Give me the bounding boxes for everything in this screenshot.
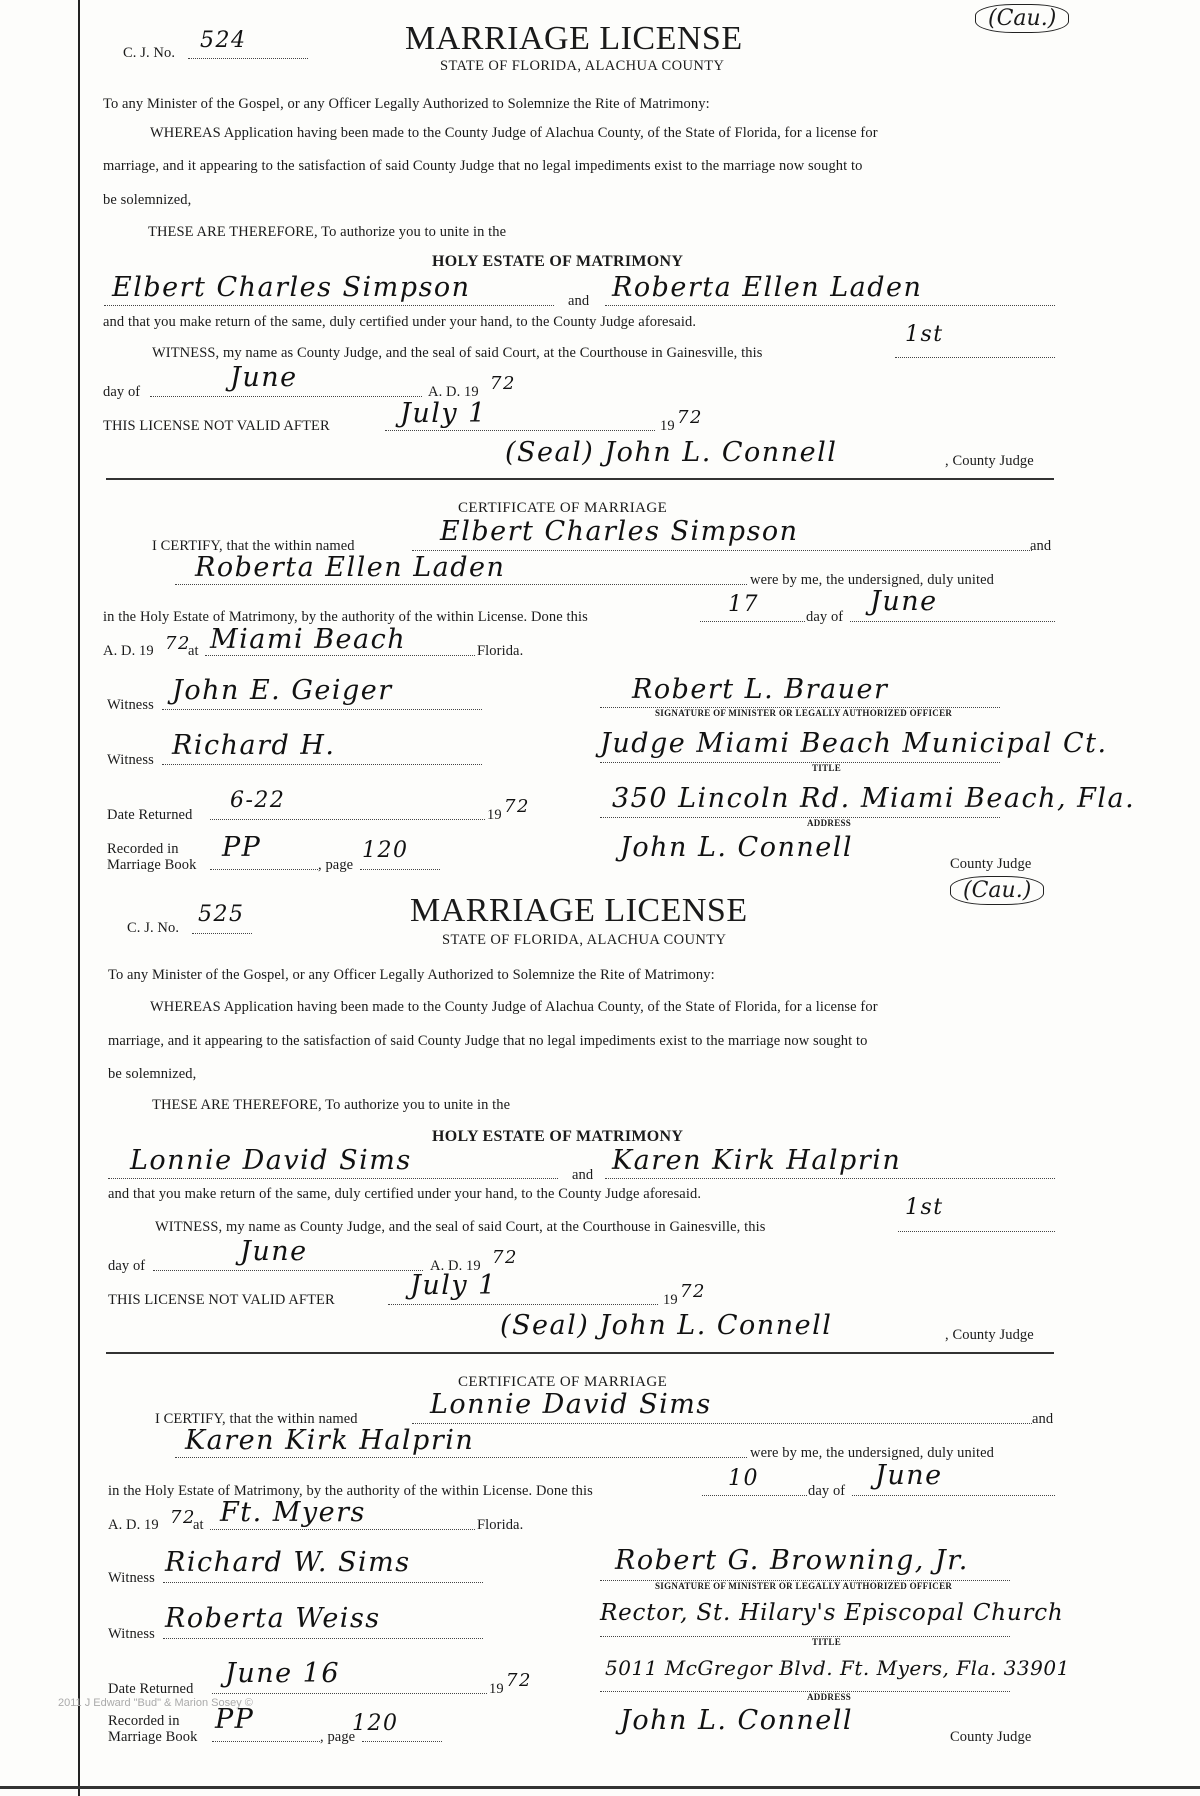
date-returned-label: Date Returned <box>108 1681 194 1697</box>
whereas-line-1: WHEREAS Application having been made to the County Judge of Alachua County, of the State of Florida, for a license for <box>150 125 878 141</box>
done-day: 17 <box>728 592 759 617</box>
place-dotline <box>210 1529 475 1530</box>
florida-label: Florida. <box>477 643 524 659</box>
i-certify-text: I CERTIFY, that the within named <box>152 538 355 554</box>
cert-groom-name: Lonnie David Sims <box>430 1389 712 1420</box>
book-dotline <box>210 869 318 870</box>
whereas-line-3: be solemnized, <box>103 192 192 208</box>
ad-year: 72 <box>490 373 516 394</box>
whereas-line-3: be solemnized, <box>108 1066 197 1082</box>
cj-dotline <box>192 933 252 934</box>
these-are-therefore: THESE ARE THEREFORE, To authorize you to unite in the <box>148 224 507 240</box>
place-dotline <box>205 655 475 656</box>
to-any-minister: To any Minister of the Gospel, or any Officer Legally Authorized to Solemnize the Rite of Matrimony: <box>103 96 710 112</box>
section-divider <box>106 478 1054 480</box>
title-caption: TITLE <box>812 763 842 773</box>
date-returned-label: Date Returned <box>107 807 193 823</box>
returned-year-prefix: 19 <box>487 807 502 823</box>
officer-address-dotline <box>600 817 1000 818</box>
witness-1-dotline <box>163 1582 483 1583</box>
witness-text: WITNESS, my name as County Judge, and the seal of said Court, at the Courthouse in Gainesville, this <box>152 345 763 361</box>
and-label: and <box>568 293 590 309</box>
witness-2-signature: Roberta Weiss <box>165 1603 381 1634</box>
officer-title-dotline <box>600 1636 1010 1637</box>
whereas-line-1: WHEREAS Application having been made to the County Judge of Alachua County, of the State of Florida, for a license for <box>150 999 878 1015</box>
day-of-label-2: day of <box>806 609 844 625</box>
groom-dotline <box>104 305 554 306</box>
cert-bride-name: Roberta Ellen Laden <box>195 552 506 583</box>
book-dotline <box>212 1741 320 1742</box>
done-year: 72 <box>165 633 191 654</box>
issue-day-dotline <box>898 1231 1055 1232</box>
county-judge-label: , County Judge <box>945 453 1034 469</box>
holy-estate-heading: HOLY ESTATE OF MATRIMONY <box>432 253 684 270</box>
marriage-place: Miami Beach <box>210 624 407 655</box>
groom-name: Elbert Charles Simpson <box>112 272 471 303</box>
cau-tag: (Cau.) <box>950 876 1044 905</box>
officer-caption: SIGNATURE OF MINISTER OR LEGALLY AUTHORIZED OFFICER <box>655 1581 953 1591</box>
issue-day: 1st <box>905 322 944 347</box>
book-value: PP <box>215 1704 255 1735</box>
ad-label: A. D. 19 <box>428 384 479 400</box>
done-month: June <box>870 586 938 617</box>
not-valid-after-label: THIS LICENSE NOT VALID AFTER <box>103 418 330 434</box>
cj-label: C. J. No. <box>123 45 176 61</box>
returned-year: 72 <box>506 1670 532 1691</box>
judge-signature: (Seal) John L. Connell <box>500 1310 833 1341</box>
done-day-dotline <box>702 1495 807 1496</box>
county-judge-label: , County Judge <box>945 1327 1034 1343</box>
ad-label-2: A. D. 19 <box>103 643 154 659</box>
date-returned-dotline <box>210 819 485 820</box>
i-certify-text: I CERTIFY, that the within named <box>155 1411 358 1427</box>
license-title: MARRIAGE LICENSE <box>405 20 743 57</box>
valid-year: 72 <box>680 1281 706 1302</box>
date-returned: June 16 <box>225 1658 341 1689</box>
officer-signature: Robert L. Brauer <box>632 674 889 705</box>
county-judge-label-2: County Judge <box>950 1729 1032 1745</box>
returned-year-prefix: 19 <box>489 1681 504 1697</box>
marriage-book-label: Marriage Book <box>108 1729 198 1745</box>
not-valid-after-label: THIS LICENSE NOT VALID AFTER <box>108 1292 335 1308</box>
address-caption: ADDRESS <box>807 818 852 828</box>
holy-estate-heading: HOLY ESTATE OF MATRIMONY <box>432 1128 684 1145</box>
cert-bride-dotline <box>175 584 747 585</box>
florida-label: Florida. <box>477 1517 524 1533</box>
these-are-therefore: THESE ARE THEREFORE, To authorize you to unite in the <box>152 1097 511 1113</box>
witness-label-2: Witness <box>107 752 154 768</box>
page-label: , page <box>320 1729 356 1745</box>
cj-dotline <box>188 58 308 59</box>
cert-groom-dotline <box>412 1423 1032 1424</box>
valid-year-prefix: 19 <box>663 1292 678 1308</box>
valid-until-dotline <box>385 430 655 431</box>
cau-tag: (Cau.) <box>975 4 1069 33</box>
witness-1-signature: John E. Geiger <box>172 675 393 706</box>
copyright-watermark: 2011 J Edward "Bud" & Marion Sosey © <box>58 1697 253 1709</box>
groom-name: Lonnie David Sims <box>130 1145 412 1176</box>
license-title: MARRIAGE LICENSE <box>410 892 748 929</box>
page-label: , page <box>318 857 354 873</box>
certificate-title: CERTIFICATE OF MARRIAGE <box>458 1374 668 1390</box>
page-dotline <box>360 869 440 870</box>
county-judge-label-2: County Judge <box>950 856 1032 872</box>
officer-address-dotline <box>600 1691 1010 1692</box>
officer-signature: Robert G. Browning, Jr. <box>615 1545 969 1576</box>
witness-label-1: Witness <box>108 1570 155 1586</box>
to-any-minister: To any Minister of the Gospel, or any Officer Legally Authorized to Solemnize the Rite of Matrimony: <box>108 967 715 983</box>
officer-address: 350 Lincoln Rd. Miami Beach, Fla. <box>612 783 1136 814</box>
returned-year: 72 <box>504 796 530 817</box>
page-bottom-edge <box>0 1786 1200 1789</box>
ad-label-2: A. D. 19 <box>108 1517 159 1533</box>
witness-2-signature: Richard H. <box>172 730 336 761</box>
cert-bride-name: Karen Kirk Halprin <box>185 1425 475 1456</box>
ad-year: 72 <box>492 1247 518 1268</box>
at-label: at <box>193 1517 204 1533</box>
witness-label-1: Witness <box>107 697 154 713</box>
witness-text: WITNESS, my name as County Judge, and the seal of said Court, at the Courthouse in Gainesville, this <box>155 1219 766 1235</box>
return-text: and that you make return of the same, duly certified under your hand, to the County Judge aforesaid. <box>103 314 697 330</box>
were-by-me-text: were by me, the undersigned, duly united <box>750 572 994 588</box>
bride-dotline <box>605 305 1055 306</box>
cert-groom-dotline <box>412 550 1032 551</box>
cj-number: 524 <box>200 28 247 53</box>
day-of-label: day of <box>103 384 141 400</box>
issue-month: June <box>240 1236 308 1267</box>
issue-day: 1st <box>905 1195 944 1220</box>
bride-name: Karen Kirk Halprin <box>612 1145 902 1176</box>
title-caption: TITLE <box>812 1637 842 1647</box>
valid-until: July 1 <box>400 398 487 429</box>
date-returned-dotline <box>212 1693 487 1694</box>
page-value: 120 <box>362 838 409 863</box>
witness-2-dotline <box>162 764 482 765</box>
marriage-book-label: Marriage Book <box>107 857 197 873</box>
officer-title: Rector, St. Hilary's Episcopal Church <box>600 1600 1064 1626</box>
done-month-dotline <box>850 621 1055 622</box>
book-value: PP <box>222 832 262 863</box>
page-value: 120 <box>352 1711 399 1736</box>
recorded-in-label: Recorded in <box>108 1713 180 1729</box>
and-label-2: and <box>1030 538 1052 554</box>
day-of-label-2: day of <box>808 1483 846 1499</box>
at-label: at <box>188 643 199 659</box>
certificate-title: CERTIFICATE OF MARRIAGE <box>458 500 668 516</box>
officer-caption: SIGNATURE OF MINISTER OR LEGALLY AUTHORIZED OFFICER <box>655 708 953 718</box>
cert-bride-dotline <box>175 1457 747 1458</box>
state-county: STATE OF FLORIDA, ALACHUA COUNTY <box>442 932 727 948</box>
issue-month: June <box>230 362 298 393</box>
ad-label: A. D. 19 <box>430 1258 481 1274</box>
recorder-signature: John L. Connell <box>620 832 853 863</box>
date-returned: 6-22 <box>230 788 286 813</box>
cj-number: 525 <box>198 902 245 927</box>
valid-until-dotline <box>388 1304 658 1305</box>
left-margin-rule <box>78 0 80 1796</box>
valid-year: 72 <box>677 407 703 428</box>
and-label: and <box>572 1167 594 1183</box>
groom-dotline <box>108 1178 558 1179</box>
witness-1-signature: Richard W. Sims <box>165 1547 411 1578</box>
day-of-label: day of <box>108 1258 146 1274</box>
bride-name: Roberta Ellen Laden <box>612 272 923 303</box>
witness-label-2: Witness <box>108 1626 155 1642</box>
and-label-2: and <box>1032 1411 1054 1427</box>
were-by-me-text: were by me, the undersigned, duly united <box>750 1445 994 1461</box>
done-month-dotline <box>852 1495 1055 1496</box>
section-divider <box>106 1352 1054 1354</box>
whereas-line-2: marriage, and it appearing to the satisfaction of said County Judge that no legal impediments exist to the marriage now sought to <box>108 1033 868 1049</box>
issue-day-dotline <box>895 357 1055 358</box>
officer-address: 5011 McGregor Blvd. Ft. Myers, Fla. 33901 <box>605 1656 1070 1680</box>
page-dotline <box>362 1741 442 1742</box>
whereas-line-2: marriage, and it appearing to the satisfaction of said County Judge that no legal impediments exist to the marriage now sought to <box>103 158 863 174</box>
recorded-in-label: Recorded in <box>107 841 179 857</box>
cj-label: C. J. No. <box>127 920 180 936</box>
judge-signature: (Seal) John L. Connell <box>505 437 838 468</box>
done-year: 72 <box>170 1507 196 1528</box>
witness-1-dotline <box>162 709 482 710</box>
issue-month-dotline <box>150 396 422 397</box>
valid-until: July 1 <box>410 1270 497 1301</box>
officer-title-dotline <box>600 762 1000 763</box>
cert-groom-name: Elbert Charles Simpson <box>440 516 799 547</box>
witness-2-dotline <box>163 1638 483 1639</box>
done-month: June <box>875 1460 943 1491</box>
return-text: and that you make return of the same, duly certified under your hand, to the County Judge aforesaid. <box>108 1186 702 1202</box>
recorder-signature: John L. Connell <box>620 1705 853 1736</box>
done-day: 10 <box>728 1466 759 1491</box>
done-day-dotline <box>700 621 805 622</box>
marriage-place: Ft. Myers <box>220 1497 366 1528</box>
bride-dotline <box>605 1178 1055 1179</box>
valid-year-prefix: 19 <box>660 418 675 434</box>
state-county: STATE OF FLORIDA, ALACHUA COUNTY <box>440 58 725 74</box>
officer-title: Judge Miami Beach Municipal Ct. <box>600 728 1108 759</box>
in-holy-estate-text: in the Holy Estate of Matrimony, by the authority of the within License. Done this <box>108 1483 593 1499</box>
address-caption: ADDRESS <box>807 1692 852 1702</box>
issue-month-dotline <box>153 1270 423 1271</box>
in-holy-estate-text: in the Holy Estate of Matrimony, by the authority of the within License. Done this <box>103 609 588 625</box>
